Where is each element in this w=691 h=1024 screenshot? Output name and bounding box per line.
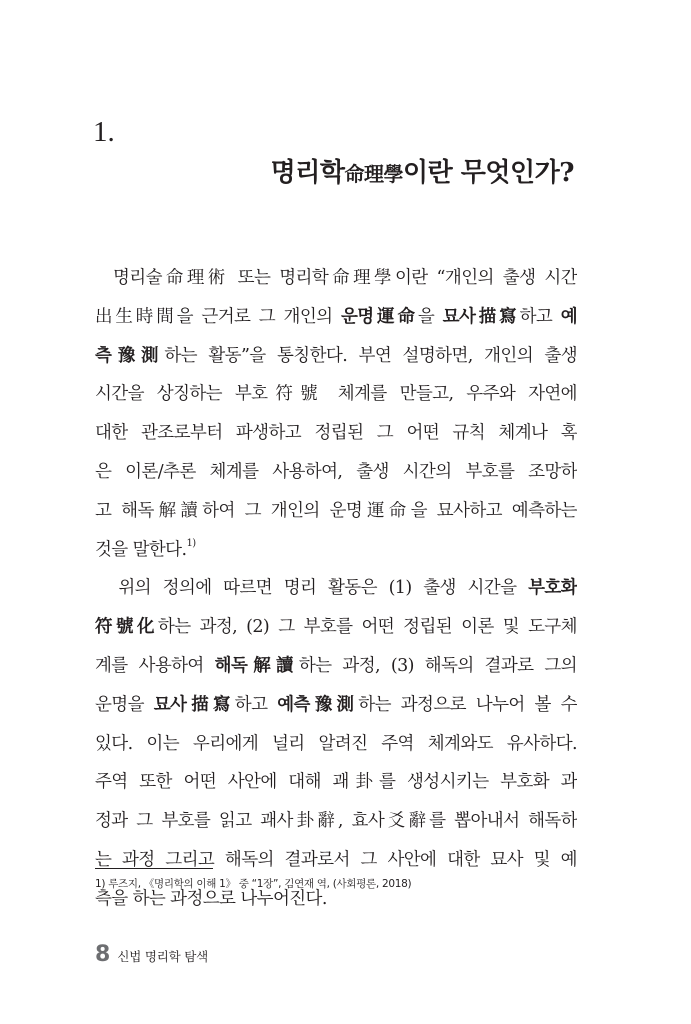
body-text-segment: 하고 [519,306,561,327]
body-text-segment: 하고 [234,694,278,715]
body-text-segment: 시간을 상징하는 부호符號 체계를 만들고, 우주와 자연에 [95,384,577,405]
body-line [95,569,577,608]
body-text-segment: 을 [417,306,443,327]
body-line [95,298,577,337]
emphasized-term: 符號化 [95,617,158,638]
body-line [95,531,577,570]
body-text-segment: 하는 과정, (3) 해독의 결과로 그의 [298,655,577,676]
body-text-segment: 계를 사용하여 [95,655,215,676]
body-text-segment: 측을 하는 과정으로 나누어진다. [95,888,327,909]
footnote-divider [95,868,213,869]
body-text-segment: 는 과정 그리고 해독의 결과로서 그 사안에 대한 묘사 및 예 [95,849,577,870]
body-text-segment: 대한 관조로부터 파생하고 정립된 그 어떤 규칙 체계나 혹 [95,423,577,444]
body-line [95,337,577,376]
footnote-reference: 1) [186,537,196,549]
body-line [95,414,577,453]
body-text-segment: 운명을 [95,694,154,715]
emphasized-term: 측豫測 [95,345,165,366]
body-text-segment: 주역 또한 어떤 사안에 대해 괘卦를 생성시키는 부호화 과 [95,772,577,793]
emphasized-term: 예측豫測 [277,694,359,715]
body-line [95,725,577,764]
body-line [95,802,577,841]
emphasized-term: 부호화 [528,578,577,599]
body-text-segment: 하는 활동”을 통칭한다. 부연 설명하면, 개인의 출생 [164,345,577,366]
body-text-segment: 있다. 이는 우리에게 널리 알려진 주역 체계와도 유사하다. [95,733,577,754]
page-footer [95,942,208,967]
emphasized-term: 예 [560,306,577,327]
body-line [95,608,577,647]
body-line [95,686,577,725]
body-text-segment: 것을 말한다. [95,539,187,560]
body-text-segment: 명리술命理術 또는 명리학命理學이란 “개인의 출생 시간 [95,268,577,288]
emphasized-term: 해독解讀 [214,655,299,676]
body-line [95,453,577,492]
body-text-segment: 고 해독解讀하여 그 개인의 운명運命을 묘사하고 예측하는 [95,500,577,521]
body-text [95,259,577,919]
body-text-segment: 出生時間을 근거로 그 개인의 [95,306,341,327]
emphasized-term: 묘사描寫 [442,306,520,327]
body-line [95,492,577,531]
body-text-segment: 하는 과정으로 나누어 볼 수 [358,694,577,715]
page-number: 8 [95,942,111,967]
body-line [95,841,577,880]
body-line [95,259,577,298]
footnote: 1) 루즈지, 《명리학의 이해 1》 중 “1장”, 김연재 역, (사회평론, 2018) [95,878,412,890]
chapter-title-hanja: 命理學 [344,162,404,186]
body-line [95,375,577,414]
body-text-segment: 은 이론/추론 체계를 사용하여, 출생 시간의 부호를 조망하 [95,461,577,482]
running-book-title: 신법 명리학 탐색 [117,949,208,964]
body-line [95,763,577,802]
body-line [95,647,577,686]
emphasized-term: 묘사描寫 [153,694,235,715]
chapter-number: 1. [93,116,115,148]
chapter-title-main: 명리학 [270,158,345,188]
body-text-segment: 하는 과정, (2) 그 부호를 어떤 정립된 이론 및 도구체 [157,617,577,638]
body-text-segment: 정과 그 부호를 읽고 괘사卦辭, 효사爻辭를 뽑아내서 해독하 [95,811,577,832]
body-text-segment: 위의 정의에 따르면 명리 활동은 (1) 출생 시간을 [95,578,529,599]
chapter-title [271,153,574,194]
chapter-title-rest: 이란 무엇인가? [403,158,574,188]
emphasized-term: 운명運命 [340,306,418,327]
